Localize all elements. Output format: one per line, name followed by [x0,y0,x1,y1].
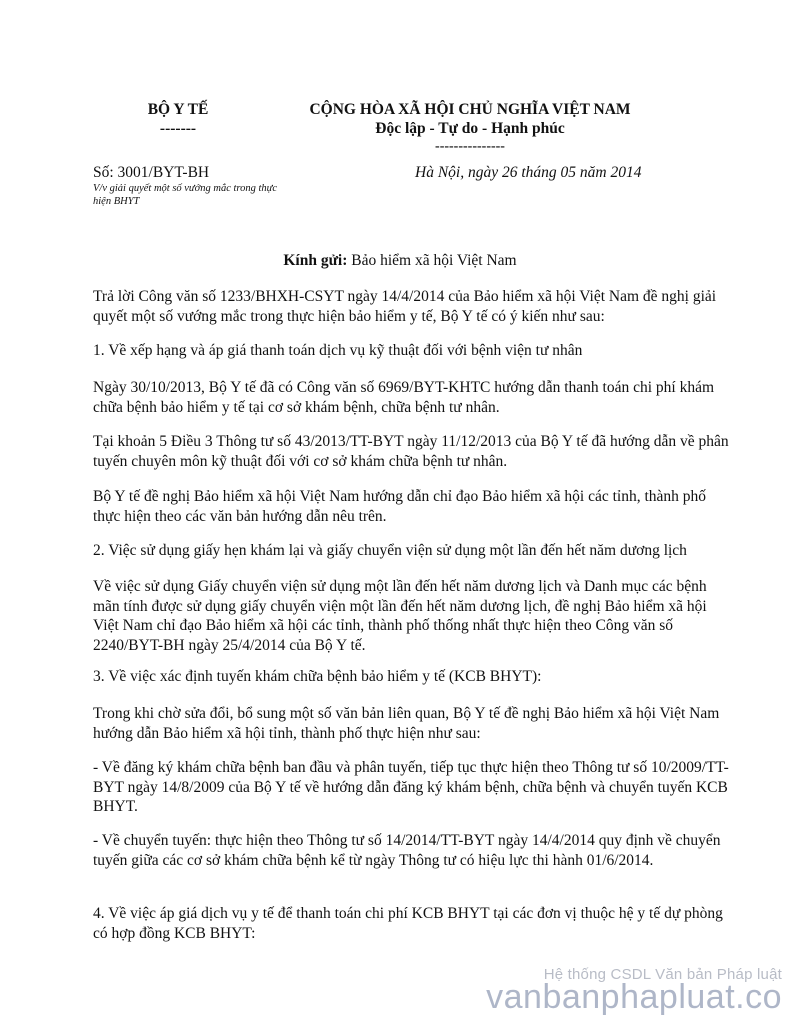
paragraph-3b: - Về đăng ký khám chữa bệnh ban đầu và phân tuyến, tiếp tục thực hiện theo Thông tư số 10/2009/TT-BYT ngày 14/8/2009 của Bộ Y tế về hướng dẫn đăng ký khám bệnh, chữa bệnh và chuyển tuyến KCB BHYT. [93,759,729,815]
ministry-divider: ------- [159,120,197,137]
paragraph-reply: Trả lời Công văn số 1233/BHXH-CSYT ngày 14/4/2014 của Bảo hiểm xã hội Việt Nam đề nghị giải quyết một số vướng mắc trong thực hiện bảo hiểm y tế, Bộ Y tế có ý kiến như sau: [93,288,717,325]
section-3-heading: 3. Về việc xác định tuyến khám chữa bệnh bảo hiểm y tế (KCB BHYT): [93,668,542,685]
watermark-caption: Hệ thống CSDL Văn bản Pháp luật [543,966,782,983]
subject-line-1: V/v giải quyết một số vướng mắc trong thực [93,183,278,194]
watermark-site: vanbanphapluat.co [486,978,782,1016]
recipient-label: Kính gửi: [283,252,348,269]
section-1-heading: 1. Về xếp hạng và áp giá thanh toán dịch vụ kỹ thuật đối với bệnh viện tư nhân [93,342,583,359]
recipient-name: Bảo hiểm xã hội Việt Nam [351,252,517,269]
recipient-line [0,252,800,270]
paragraph-1b: Tại khoản 5 Điều 3 Thông tư số 43/2013/TT-BYT ngày 11/12/2013 của Bộ Y tế đã hướng dẫn về phân tuyến chuyên môn kỹ thuật đối với cơ sở khám chữa bệnh tư nhân. [93,433,729,470]
paragraph-3a: Trong khi chờ sửa đổi, bổ sung một số văn bản liên quan, Bộ Y tế đề nghị Bảo hiểm xã hội Việt Nam hướng dẫn Bảo hiểm xã hội tỉnh, thành phố thực hiện như sau: [93,705,720,742]
place-date: Hà Nội, ngày 26 tháng 05 năm 2014 [415,164,642,181]
paragraph-3c: - Về chuyển tuyến: thực hiện theo Thông tư số 14/2014/TT-BYT ngày 14/4/2014 quy định về chuyển tuyến giữa các cơ sở khám chữa bệnh kể từ ngày Thông tư có hiệu lực thi hành 01/6/2014. [93,832,721,869]
ministry-name: BỘ Y TẾ [147,101,209,118]
section-4-heading: 4. Về việc áp giá dịch vụ y tế để thanh toán chi phí KCB BHYT tại các đơn vị thuộc hệ y tế dự phòng có hợp đồng KCB BHYT: [93,905,723,942]
paragraph-2a: Về việc sử dụng Giấy chuyển viện sử dụng một lần đến hết năm dương lịch và Danh mục các bệnh mãn tính được sử dụng giấy chuyển viện một lần đến hết năm dương lịch, đề nghị Bảo hiểm xã hội Việt Nam chỉ đạo Bảo hiểm xã hội các tỉnh, thành phố thống nhất thực hiện theo Công văn số 2240/BYT-BH ngày 25/4/2014 của Bộ Y tế. [93,578,707,654]
document-number: Số: 3001/BYT-BH [93,164,210,181]
section-2-heading: 2. Việc sử dụng giấy hẹn khám lại và giấy chuyển viện sử dụng một lần đến hết năm dương lịch [93,542,687,559]
country-name: CỘNG HÒA XÃ HỘI CHỦ NGHĨA VIỆT NAM [309,101,631,118]
paragraph-1a: Ngày 30/10/2013, Bộ Y tế đã có Công văn số 6969/BYT-KHTC hướng dẫn thanh toán chi phí khám chữa bệnh bảo hiểm y tế tại cơ sở khám bệnh, chữa bệnh tư nhân. [93,379,715,416]
paragraph-1c: Bộ Y tế đề nghị Bảo hiểm xã hội Việt Nam hướng dẫn chỉ đạo Bảo hiểm xã hội các tỉnh, thành phố thực hiện theo các văn bản hướng dẫn nêu trên. [93,488,707,525]
national-motto: Độc lập - Tự do - Hạnh phúc [375,120,565,137]
subject-line-2: hiện BHYT [93,196,140,207]
motto-divider: --------------- [435,139,505,154]
